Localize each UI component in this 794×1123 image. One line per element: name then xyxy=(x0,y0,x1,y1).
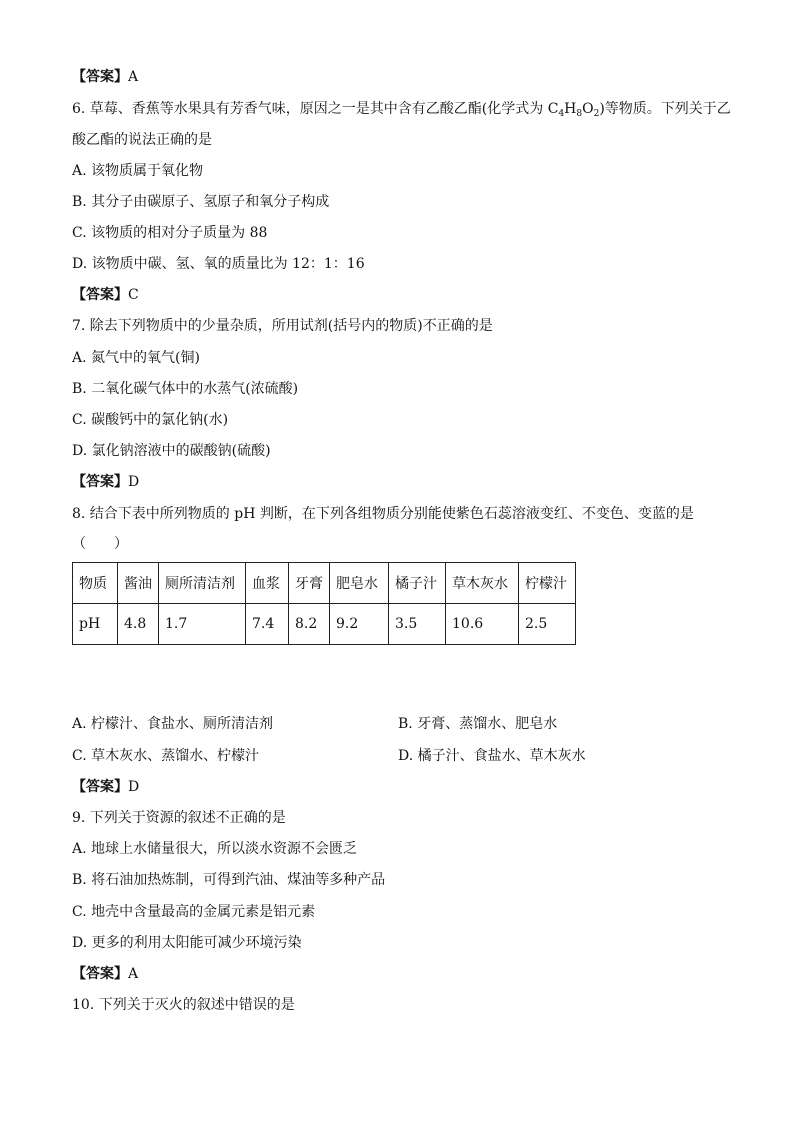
q7-stem: 7. 除去下列物质中的少量杂质，所用试剂(括号内的物质)不正确的是 xyxy=(72,318,493,334)
q6-stem-line-2: 酸乙酯的说法正确的是 xyxy=(72,132,212,148)
q8-option-c: C. 草木灰水、蒸馏水、柠檬汁 xyxy=(72,748,260,764)
q5-answer: 【答案】A xyxy=(72,69,139,85)
ph-table-header-row xyxy=(73,563,576,604)
ph-table xyxy=(72,562,576,645)
table-cell: 1.7 xyxy=(159,604,246,645)
table-cell: 物质 xyxy=(73,563,118,604)
q7-option-b: B. 二氧化碳气体中的水蒸气(浓硫酸) xyxy=(72,381,299,397)
table-cell: 肥皂水 xyxy=(330,563,389,604)
table-cell: 8.2 xyxy=(289,604,330,645)
q10-stem: 10. 下列关于灭火的叙述中错误的是 xyxy=(72,997,295,1013)
q7-answer: 【答案】D xyxy=(72,474,140,490)
table-cell: 2.5 xyxy=(519,604,576,645)
q9-option-a: A. 地球上水储量很大，所以淡水资源不会匮乏 xyxy=(72,841,358,857)
q6-option-d: D. 该物质中碳、氢、氧的质量比为 12：1：16 xyxy=(72,256,365,272)
table-cell: 柠檬汁 xyxy=(519,563,576,604)
table-cell: 9.2 xyxy=(330,604,389,645)
q8-answer: 【答案】D xyxy=(72,779,140,795)
table-cell: 4.8 xyxy=(118,604,159,645)
q9-option-b: B. 将石油加热炼制，可得到汽油、煤油等多种产品 xyxy=(72,872,386,888)
q9-stem: 9. 下列关于资源的叙述不正确的是 xyxy=(72,810,286,826)
ph-table-value-row xyxy=(73,604,576,645)
table-cell: 牙膏 xyxy=(289,563,330,604)
table-cell: 3.5 xyxy=(389,604,446,645)
table-cell: 橘子汁 xyxy=(389,563,446,604)
table-cell: 10.6 xyxy=(446,604,519,645)
table-cell: 厕所清洁剂 xyxy=(159,563,246,604)
q8-stem: 8. 结合下表中所列物质的 pH 判断，在下列各组物质分别能使紫色石蕊溶液变红、不变色、变蓝的是 xyxy=(72,506,694,522)
q7-option-a: A. 氮气中的氧气(铜) xyxy=(72,350,200,366)
table-cell: 7.4 xyxy=(246,604,289,645)
table-cell: pH xyxy=(73,604,118,645)
q7-option-d: D. 氯化钠溶液中的碳酸钠(硫酸) xyxy=(72,443,271,459)
q6-option-a: A. 该物质属于氧化物 xyxy=(72,163,204,179)
q8-option-a: A. 柠檬汁、食盐水、厕所清洁剂 xyxy=(72,716,274,732)
q6-answer: 【答案】C xyxy=(72,287,139,303)
table-cell: 酱油 xyxy=(118,563,159,604)
q6-stem-line-1: 6. 草莓、香蕉等水果具有芳香气味，原因之一是其中含有乙酸乙酯(化学式为 $C_4H_8O_2$)等物质。下列关于乙 xyxy=(72,101,731,119)
q7-option-c: C. 碳酸钙中的氯化钠(水) xyxy=(72,412,229,428)
q8-option-d: D. 橘子汁、食盐水、草木灰水 xyxy=(398,748,586,764)
table-cell: 草木灰水 xyxy=(446,563,519,604)
q8-paren: （ ） xyxy=(72,536,128,552)
table-cell: 血浆 xyxy=(246,563,289,604)
q6-option-c: C. 该物质的相对分子质量为 88 xyxy=(72,225,268,241)
q9-option-c: C. 地壳中含量最高的金属元素是铝元素 xyxy=(72,904,316,920)
q6-option-b: B. 其分子由碳原子、氢原子和氧分子构成 xyxy=(72,194,330,210)
q8-option-b: B. 牙膏、蒸馏水、肥皂水 xyxy=(398,716,558,732)
q9-answer: 【答案】A xyxy=(72,966,139,982)
q9-option-d: D. 更多的利用太阳能可减少环境污染 xyxy=(72,935,302,951)
